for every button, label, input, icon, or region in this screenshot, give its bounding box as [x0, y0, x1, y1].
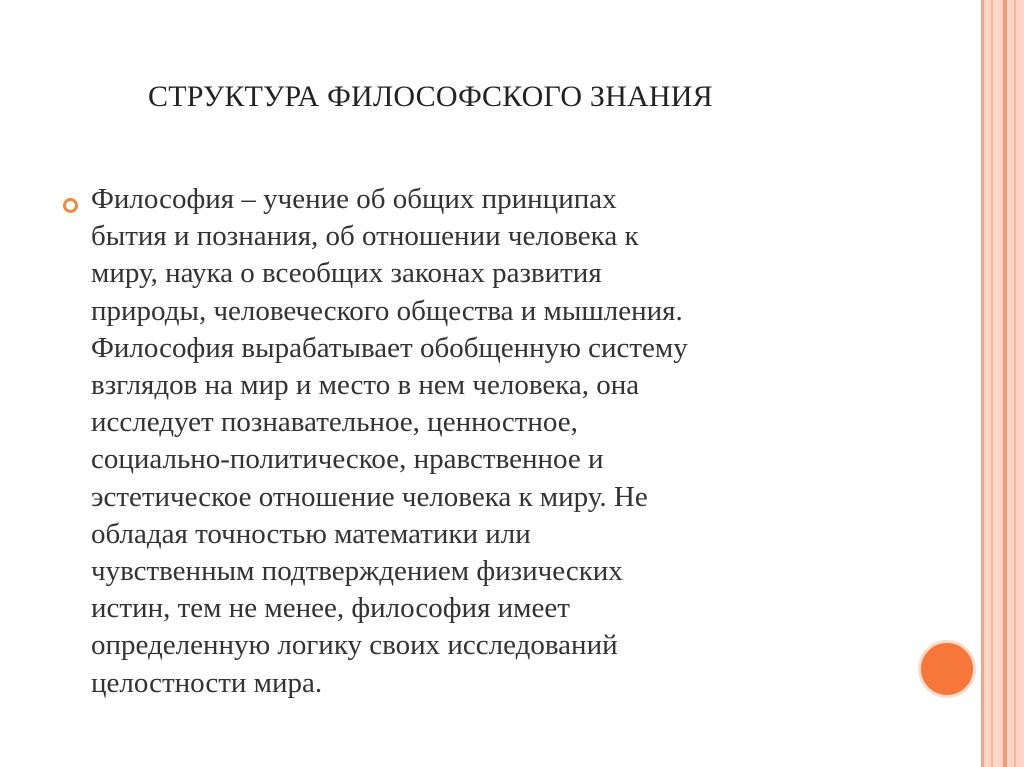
slide-title: СТРУКТУРА ФИЛОСОФСКОГО ЗНАНИЯ	[148, 80, 713, 113]
paragraph-line: истин, тем не менее, философия имеет	[91, 592, 570, 625]
paragraph-line: эстетическое отношение человека к миру. Не	[91, 480, 648, 513]
paragraph-line: Философия вырабатывает обобщенную систему	[91, 331, 688, 364]
paragraph-line: природы, человеческого общества и мышления.	[91, 294, 683, 327]
paragraph-line: взглядов на мир и место в нем человека, она	[91, 369, 640, 402]
paragraph-line: социально-политическое, нравственное и	[91, 443, 604, 476]
paragraph-line: исследует познавательное, ценностное,	[91, 406, 578, 439]
decorative-accent-circle	[918, 640, 976, 698]
bullet-circle-icon	[63, 198, 78, 213]
paragraph-line: бытия и познания, об отношении человека к	[91, 220, 639, 253]
decorative-stripe	[1003, 0, 1007, 767]
paragraph-line: миру, наука о всеобщих законах развития	[91, 257, 602, 290]
decorative-stripe	[991, 0, 993, 767]
decorative-stripe	[1014, 0, 1016, 767]
paragraph-line: Философия – учение об общих принципах	[91, 183, 617, 215]
paragraph-line: целостности мира.	[91, 666, 323, 699]
decorative-stripe	[981, 0, 984, 767]
paragraph-line: чувственным подтверждением физических	[91, 555, 623, 588]
paragraph-line: определенную логику своих исследований	[91, 629, 618, 662]
paragraph-line: обладая точностью математики или	[91, 517, 531, 550]
bullet-paragraph	[91, 181, 891, 702]
